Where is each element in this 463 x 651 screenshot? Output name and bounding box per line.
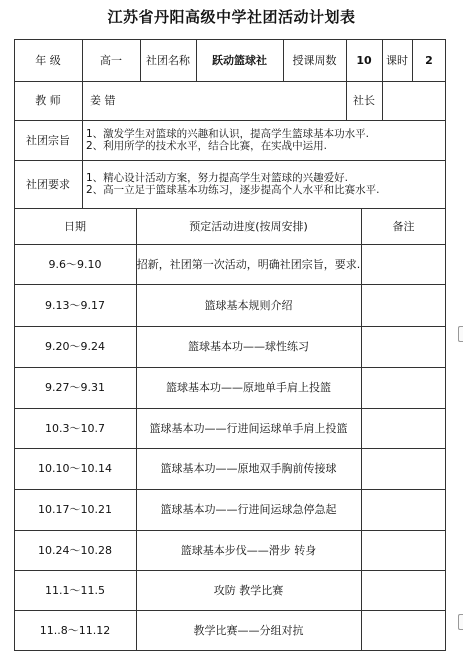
row-date: 11.1～11.5 xyxy=(45,583,105,597)
president-value xyxy=(382,81,446,120)
row-date: 9.20～9.24 xyxy=(45,340,105,353)
row-date: 10.3～10.7 xyxy=(45,421,105,435)
row-note xyxy=(361,448,446,489)
purpose-line: 1、激发学生对篮球的兴趣和认识，提高学生篮球基本功水平. xyxy=(86,128,370,140)
activity-plan-table xyxy=(14,39,446,651)
row-note xyxy=(361,284,446,326)
president-label: 社长 xyxy=(353,94,375,107)
row-activity: 篮球基本功——球性练习 xyxy=(188,340,309,353)
club-name-value: 跃动篮球社 xyxy=(212,53,267,67)
row-date: 11..8～11.12 xyxy=(39,623,111,637)
grade-value: 高一 xyxy=(100,53,122,67)
row-note xyxy=(361,326,446,367)
hours-label: 课时 xyxy=(386,53,408,67)
purpose-label: 社团宗旨 xyxy=(26,133,70,147)
row-activity: 篮球基本规则介绍 xyxy=(204,298,293,312)
requirement-label: 社团要求 xyxy=(26,177,70,191)
requirement-text xyxy=(82,160,446,208)
row-activity: 篮球基本功——原地双手胸前传接球 xyxy=(160,462,337,475)
row-note xyxy=(361,570,446,610)
row-date: 10.24～10.28 xyxy=(38,543,112,557)
purpose-text xyxy=(82,120,446,160)
row-activity: 篮球基本步伐——滑步 转身 xyxy=(180,543,317,557)
header-activity: 预定活动进度(按周安排) xyxy=(189,219,308,233)
club-name-label: 社团名称 xyxy=(146,53,190,67)
row-note xyxy=(361,408,446,448)
row-date: 10.17～10.21 xyxy=(38,503,112,516)
weeks-label: 授课周数 xyxy=(292,53,337,67)
row-note xyxy=(361,489,446,530)
header-date: 日期 xyxy=(64,219,86,233)
weeks-value: 10 xyxy=(356,53,372,67)
requirement-line: 2、高一立足于篮球基本功练习，逐步提高个人水平和比赛水平. xyxy=(86,184,380,196)
row-date: 10.10～10.14 xyxy=(38,462,112,475)
requirement-line: 1、精心设计活动方案，努力提高学生对篮球的兴趣爱好. xyxy=(86,172,349,184)
row-activity: 篮球基本功——原地单手肩上投篮 xyxy=(166,381,331,394)
row-activity: 教学比赛——分组对抗 xyxy=(193,623,304,637)
page-edge-handle xyxy=(458,326,463,342)
purpose-line: 2、利用所学的技术水平，结合比赛，在实战中运用. xyxy=(86,140,328,152)
header-note: 备注 xyxy=(392,219,415,233)
hours-value: 2 xyxy=(425,53,433,67)
row-date: 9.6～9.10 xyxy=(48,257,102,271)
row-note xyxy=(361,244,446,284)
row-activity: 篮球基本功——行进间运球单手肩上投篮 xyxy=(149,421,348,435)
row-note xyxy=(361,367,446,408)
row-note xyxy=(361,530,446,570)
row-note xyxy=(361,610,446,650)
row-activity: 攻防 教学比赛 xyxy=(213,583,284,597)
row-date: 9.27～9.31 xyxy=(45,381,105,394)
teacher-value: 姜 错 xyxy=(90,94,116,107)
grade-label: 年 级 xyxy=(35,53,61,67)
row-activity: 招新，社团第一次活动，明确社团宗旨，要求. xyxy=(136,257,361,271)
row-date: 9.13～9.17 xyxy=(45,298,105,312)
row-activity: 篮球基本功——行进间运球急停急起 xyxy=(160,503,337,516)
teacher-label: 教 师 xyxy=(35,94,61,107)
page-edge-handle xyxy=(458,614,463,630)
page-title: 江苏省丹阳高级中学社团活动计划表 xyxy=(107,8,356,26)
